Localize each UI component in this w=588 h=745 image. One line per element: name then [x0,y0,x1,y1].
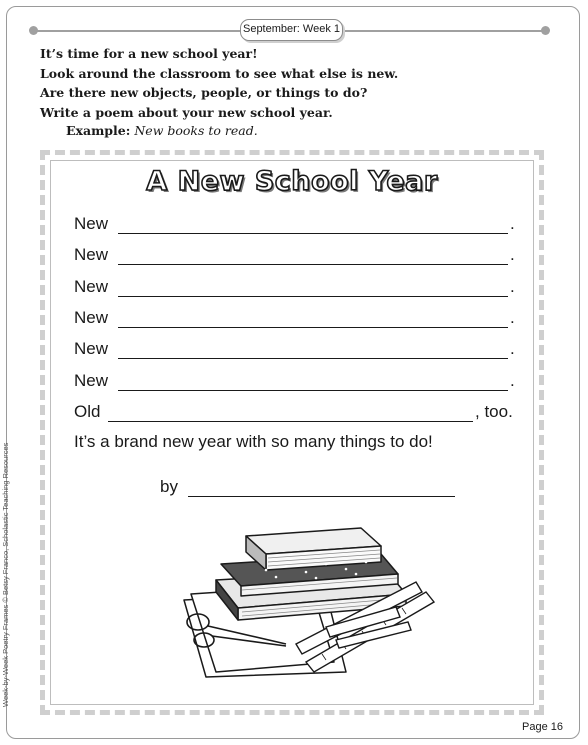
instruction-line: Write a poem about your new school year. [40,104,333,120]
instruction-line: Are there new objects, people, or things to do? [40,85,368,100]
line-word: New [74,339,109,358]
poem-line-old[interactable] [74,402,518,426]
line-word: New [74,245,109,264]
line-period: . [510,371,515,390]
poem-line-new[interactable] [74,245,516,269]
write-line[interactable] [118,390,508,391]
line-word: New [74,371,109,390]
write-line[interactable] [118,264,508,265]
poem-line-new[interactable] [74,339,516,363]
line-word: New [74,214,109,233]
author-line[interactable] [160,477,460,501]
poem-line-new[interactable] [74,308,516,332]
line-word: Old [74,402,101,421]
line-period: . [510,339,515,358]
instructions [40,44,510,122]
page-number: Page 16 [522,721,563,733]
copyright-credit: Week-by-Week Poetry Frames © Betsy Franco, Scholastic Teaching Resources [1,442,10,707]
poem-line-new[interactable] [74,214,516,238]
line-ending: , too. [475,402,513,421]
author-write-line[interactable] [188,496,455,497]
write-line[interactable] [118,233,508,234]
header-rule-left [34,30,240,32]
write-line[interactable] [108,421,473,422]
line-period: . [510,245,515,264]
line-period: . [510,308,515,327]
poem-line-new[interactable] [74,371,516,395]
week-tab: September: Week 1 [240,19,343,41]
line-word: New [74,308,109,327]
poem-line-new[interactable] [74,277,516,301]
poem-title: A New School Year [146,166,438,197]
write-line[interactable] [118,296,508,297]
example [66,123,258,138]
header-dot-right [541,26,550,35]
write-line[interactable] [118,358,508,359]
instruction-line: It’s time for a new school year! [40,46,258,61]
by-label: by [160,477,178,496]
books-illustration [176,522,446,682]
header-dot-left [29,26,38,35]
example-text: New books to read. [134,123,258,138]
line-word: New [74,277,109,296]
poem-closing-line: It’s a brand new year with so many things to do! [74,432,433,451]
write-line[interactable] [118,327,508,328]
example-label: Example: [66,123,131,138]
header-rule-right [345,30,543,32]
line-period: . [510,214,515,233]
instruction-line: Look around the classroom to see what else is new. [40,65,399,81]
line-period: . [510,277,515,296]
